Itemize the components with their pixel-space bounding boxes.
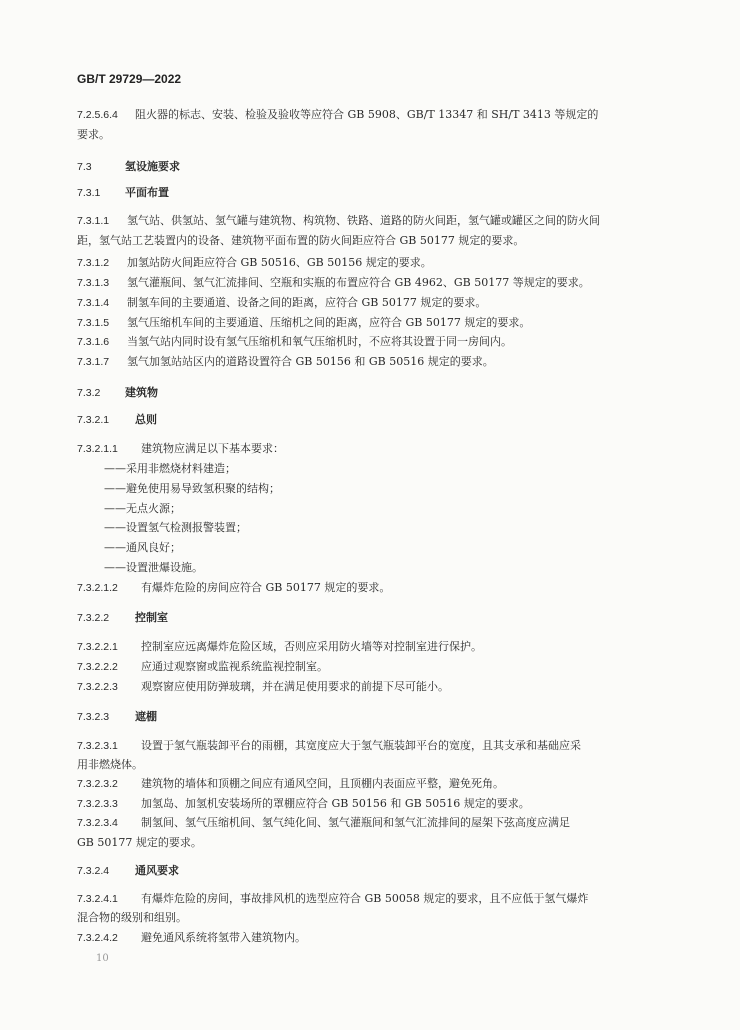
clause-number: 7.3.2.4.1 [77, 893, 118, 905]
clause-number: 7.3.2.3.1 [77, 740, 118, 752]
clause-7-3-1-7 [77, 355, 663, 369]
clause-number: 7.3.1.1 [77, 215, 110, 227]
clause-text: 制氢车间的主要通道、设备之间的距离，应符合 GB 50177 规定的要求。 [127, 296, 487, 309]
section-number: 7.3.2.3 [77, 711, 110, 723]
clause-number: 7.3.1.4 [77, 297, 110, 309]
clause-7-3-2-4-1 [77, 892, 663, 906]
section-7-3 [77, 160, 663, 174]
section-title: 通风要求 [135, 865, 179, 877]
clause-7-3-1-2 [77, 256, 663, 270]
list-item: ——采用非燃烧材料建造； [104, 462, 236, 475]
clause-number: 7.3.1.6 [77, 336, 110, 348]
list-item: ——避免使用易导致氢积聚的结构； [104, 482, 280, 495]
section-title: 总则 [135, 414, 157, 426]
clause-continuation: 混合物的级别和组别。 [77, 911, 187, 924]
clause-text: 有爆炸危险的房间应符合 GB 50177 规定的要求。 [141, 581, 391, 594]
clause-number: 7.3.2.2.1 [77, 641, 118, 653]
section-number: 7.3.2.1 [77, 414, 110, 426]
clause-number: 7.3.2.2.2 [77, 661, 118, 673]
section-7-3-2-1 [77, 413, 663, 427]
clause-7-3-1-4 [77, 296, 663, 310]
section-number: 7.3.1 [77, 187, 101, 199]
clause-7-3-2-2-3 [77, 680, 663, 694]
clause-number: 7.3.1.3 [77, 277, 110, 289]
section-title: 控制室 [135, 612, 168, 624]
clause-number: 7.3.2.2.3 [77, 681, 118, 693]
clause-text: 应通过观察窗或监视系统监视控制室。 [141, 660, 328, 673]
clause-7-3-1-1 [77, 214, 663, 228]
clause-number: 7.2.5.6.4 [77, 109, 118, 121]
clause-7-3-1-6 [77, 335, 663, 349]
clause-number: 7.3.1.5 [77, 317, 110, 329]
clause-7-3-2-3-1 [77, 739, 663, 753]
clause-text: 建筑物的墙体和顶棚之间应有通风空间，且顶棚内表面应平整，避免死角。 [141, 777, 504, 790]
clause-text: 阻火器的标志、安装、检验及验收等应符合 GB 5908、GB/T 13347 和 SH/T 3413 等规定的 [135, 108, 599, 121]
list-item: ——无点火源； [104, 502, 181, 515]
clause-7-3-2-1-1 [77, 442, 663, 456]
page-number: 10 [96, 953, 109, 964]
clause-7-3-2-2-2 [77, 660, 663, 674]
clause-text: 有爆炸危险的房间，事故排风机的选型应符合 GB 50058 规定的要求，且不应低于氢气爆炸 [141, 892, 589, 905]
clause-text: 氢气压缩机车间的主要通道、压缩机之间的距离，应符合 GB 50177 规定的要求。 [127, 316, 531, 329]
list-item: ——设置氢气检测报警装置； [104, 521, 247, 534]
section-7-3-1 [77, 186, 663, 200]
clause-7-3-2-3-3 [77, 797, 663, 811]
clause-number: 7.3.2.3.2 [77, 778, 118, 790]
clause-7-3-2-4-2 [77, 931, 663, 945]
clause-7-3-2-3-2 [77, 777, 663, 791]
clause-7-2-5-6-4 [77, 108, 663, 122]
clause-7-3-1-3 [77, 276, 663, 290]
clause-7-3-2-1-2 [77, 581, 663, 595]
clause-number: 7.3.1.2 [77, 257, 110, 269]
clause-text: 氢气站、供氢站、氢气罐与建筑物、构筑物、铁路、道路的防火间距，氢气罐或罐区之间的防火间 [127, 214, 600, 227]
clause-continuation: 距，氢气站工艺装置内的设备、建筑物平面布置的防火间距应符合 GB 50177 规定的要求。 [77, 234, 525, 247]
clause-text: 制氢间、氢气压缩机间、氢气纯化间、氢气灌瓶间和氢气汇流排间的屋架下弦高度应满足 [141, 816, 570, 829]
section-number: 7.3.2.4 [77, 865, 110, 877]
clause-text: 加氢岛、加氢机安装场所的罩棚应符合 GB 50156 和 GB 50516 规定的要求。 [141, 797, 530, 810]
clause-7-3-2-2-1 [77, 640, 663, 654]
list-item: ——设置泄爆设施。 [104, 561, 203, 574]
clause-number: 7.3.2.3.3 [77, 798, 118, 810]
clause-number: 7.3.2.1.2 [77, 582, 118, 594]
clause-number: 7.3.2.1.1 [77, 443, 118, 455]
section-title: 平面布置 [125, 187, 169, 199]
clause-continuation: 用非燃烧体。 [77, 758, 143, 771]
clause-text: 氢气灌瓶间、氢气汇流排间、空瓶和实瓶的布置应符合 GB 4962、GB 50177 等规定的要求。 [127, 276, 590, 289]
clause-number: 7.3.1.7 [77, 356, 110, 368]
clause-continuation: 要求。 [77, 128, 110, 141]
section-number: 7.3 [77, 161, 92, 173]
section-7-3-2-2 [77, 611, 663, 625]
clause-text: 设置于氢气瓶装卸平台的雨棚，其宽度应大于氢气瓶装卸平台的宽度，且其支承和基础应采 [141, 739, 581, 752]
clause-text: 控制室应远离爆炸危险区域，否则应采用防火墙等对控制室进行保护。 [141, 640, 482, 653]
section-title: 建筑物 [125, 387, 158, 399]
clause-text: 加氢站防火间距应符合 GB 50516、GB 50156 规定的要求。 [127, 256, 432, 269]
section-title: 氢设施要求 [125, 161, 180, 173]
list-item: ——通风良好； [104, 541, 181, 554]
clause-7-3-2-3-4 [77, 816, 663, 830]
clause-text: 当氢气站内同时设有氢气压缩机和氧气压缩机时，不应将其设置于同一房间内。 [127, 335, 512, 348]
clause-text: 避免通风系统将氢带入建筑物内。 [141, 931, 306, 944]
clause-number: 7.3.2.4.2 [77, 932, 118, 944]
section-number: 7.3.2 [77, 387, 101, 399]
clause-continuation: GB 50177 规定的要求。 [77, 836, 202, 849]
section-7-3-2-4 [77, 864, 663, 878]
section-7-3-2 [77, 386, 663, 400]
clause-7-3-1-5 [77, 316, 663, 330]
clause-number: 7.3.2.3.4 [77, 817, 118, 829]
section-number: 7.3.2.2 [77, 612, 110, 624]
standard-header: GB/T 29729—2022 [77, 72, 182, 86]
section-title: 遮棚 [135, 711, 157, 723]
section-7-3-2-3 [77, 710, 663, 724]
clause-text: 观察窗应使用防弹玻璃，并在满足使用要求的前提下尽可能小。 [141, 680, 449, 693]
clause-text: 建筑物应满足以下基本要求： [141, 442, 284, 455]
clause-text: 氢气加氢站站区内的道路设置符合 GB 50156 和 GB 50516 规定的要求。 [127, 355, 494, 368]
